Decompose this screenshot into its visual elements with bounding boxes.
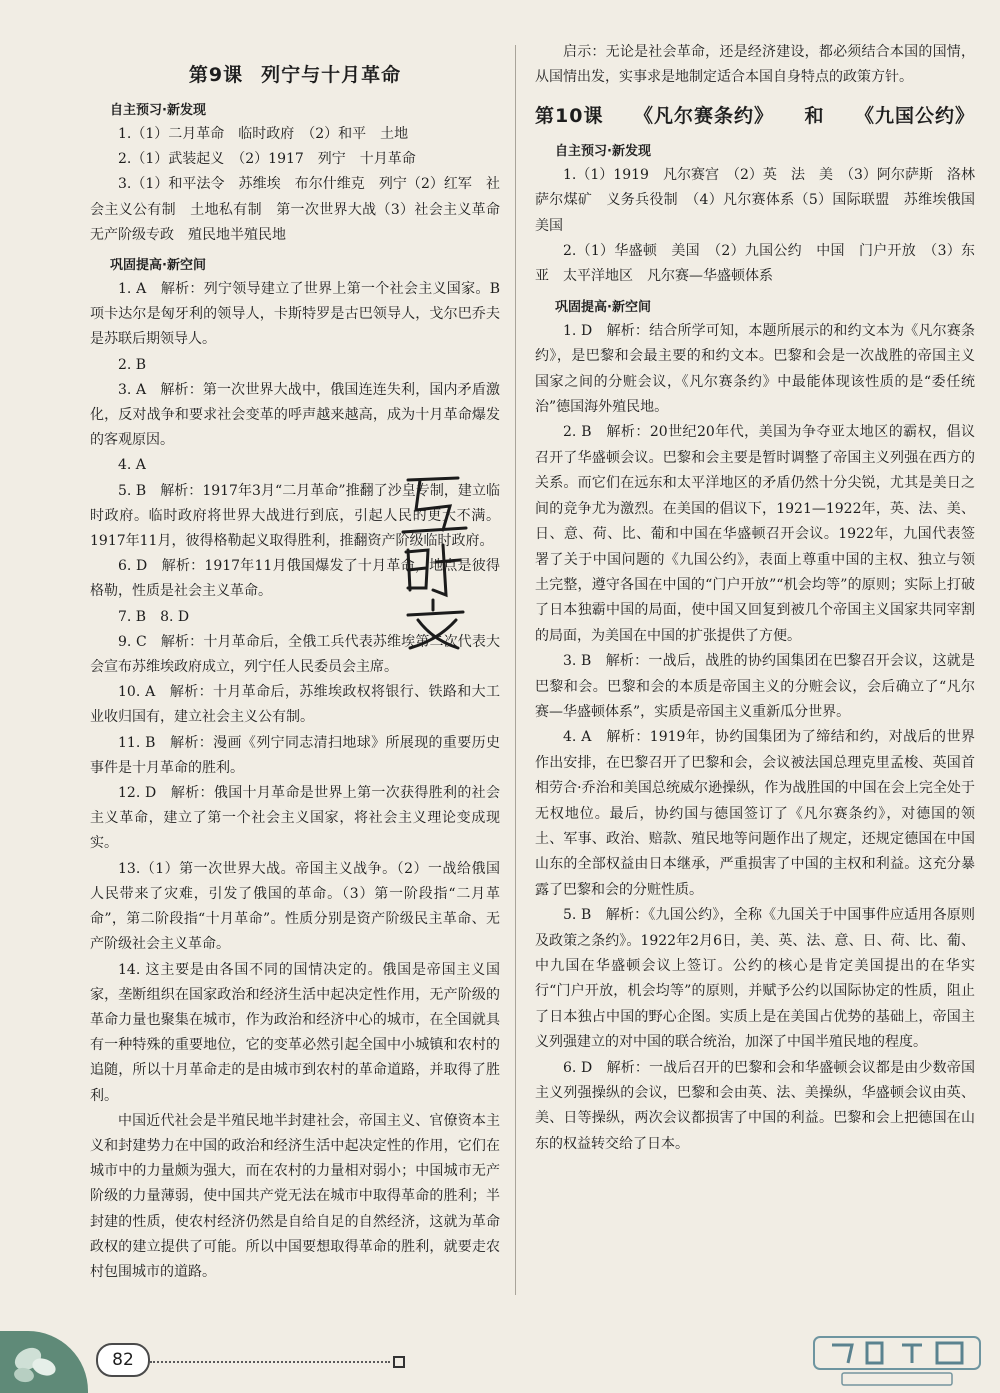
answer-line: 2.（1）华盛顿 美国 （2）九国公约 中国 门户开放 （3）东亚 太平洋地区 凡尔赛—华盛顿体系 (535, 243, 975, 285)
answer-line: 1.（1）1919 凡尔赛宫 （2）英 法 美 （3）阿尔萨斯 洛林 萨尔煤矿 义务兵役制 （4）凡尔赛体系（5）国际联盟 苏维埃俄国 美国 (535, 166, 989, 234)
answer-item: 3. A 解析：第一次世界大战中，俄国连连失利，国内矛盾激化，反对战争和要求社会变革的呼声越来越高，成为十月革命爆发的客观原因。 (90, 381, 500, 449)
answer-item: 启示：无论是社会革命，还是经济建设，都必须结合本国的国情，从国情出发，实事求是地制定适合本国自身特点的政策方针。 (535, 44, 975, 86)
section-heading: 巩固提高·新空间 (110, 258, 206, 274)
lesson-9-name: 列宁与十月革命 (261, 64, 402, 86)
answer-item: 5. B 解析：1917年3月“二月革命”推翻了沙皇专制，建立临时政府。临时政府将世界大战进行到底，引起人民的更大不满。1917年11月，彼得格勒起义取得胜利，推翻资产阶级临时政府。 (90, 482, 500, 550)
answer-item: 4. A (118, 457, 146, 474)
answer-item: 1. A 解析：列宁领导建立了世界上第一个社会主义国家。B项卡达尔是匈牙利的领导人，卡斯特罗是古巴领导人，戈尔巴乔夫是苏联后期领导人。 (90, 281, 500, 348)
answer-item: 1. D 解析：结合所学可知，本题所展示的和约文本为《凡尔赛条约》，是巴黎和会最主要的和约文本。巴黎和会是一次战胜的帝国主义国家之间的分赃会议，《凡尔赛条约》中最能体现该性质的是“委任统治”德国海外殖民地。 (535, 322, 975, 416)
answer-item: 6. D 解析：一战后召开的巴黎和会和华盛顿会议都是由少数帝国主义列强操纵的会议，巴黎和会由英、法、美操纵，华盛顿会议由英、美、日等操纵，两次会议都损害了中国的利益。巴黎和会上把德国在山东的权益转交给了日本。 (535, 1059, 975, 1152)
lesson-10-name-a: 《凡尔赛条约》 (633, 104, 774, 127)
answer-line: 1.（1）二月革命 临时政府 （2）和平 土地 (118, 126, 409, 142)
answer-line: 3.（1）和平法令 苏维埃 布尔什维克 列宁（2）红军 社会主义公有制 土地私有制 第一次世界大战（3）社会主义革命 无产阶级专政 殖民地半殖民地 (90, 176, 514, 243)
answer-item: 9. C 解析：十月革命后，全俄工兵代表苏维埃第二次代表大会宣布苏维埃政府成立，列宁任人民委员会主席。 (90, 633, 500, 676)
page-footer (0, 1323, 1000, 1393)
dotted-rule (150, 1361, 390, 1363)
lesson-10-number: 第10课 (535, 104, 604, 127)
answer-item: 12. D 解析：俄国十月革命是世界上第一次获得胜利的社会主义革命，建立了第一个社会主义国家，将社会主义理论变成现实。 (90, 785, 500, 852)
answer-item: 13.（1）第一次世界大战。帝国主义战争。（2）一战给俄国人民带来了灾难，引发了俄国的革命。（3）第一阶段指“二月革命”，第二阶段指“十月革命”。性质分别是资产阶级民主革命、无产阶级社会主义革命。 (90, 860, 500, 953)
leaf-icon (6, 1337, 66, 1387)
answer-item: 14. 这主要是由各国不同的国情决定的。俄国是帝国主义国家，垄断组织在国家政治和经济生活中起决定性作用，无产阶级的革命力量也聚集在城市，作为政治和经济中心的城市，在全国就具有一种特殊的重要地位，它的变革必然引起全国中小城镇和农村的追随，所以十月革命走的是由城市到农村的革命道路，并取得了胜利。 (90, 961, 500, 1104)
answer-item: 4. A 解析：1919年，协约国集团为了缔结和约，对战后的世界作出安排，在巴黎召开了巴黎和会，会议被法国总理克里孟梭、英国首相劳合·乔治和美国总统威尔逊操纵，作为战胜国的中国在会上完全处于无权地位。最后，协约国与德国签订了《凡尔赛条约》，对德国的领土、军事、政治、赔款、殖民地等问题作出了规定，还规定德国在中国山东的全部权益由日本继承，严重损害了中国的主权和利益。这充分暴露了巴黎和会的分赃性质。 (535, 729, 975, 898)
answer-item: 2. B 解析：20世纪20年代，美国为争夺亚太地区的霸权，倡议召开了华盛顿会议。巴黎和会主要是暂时调整了帝国主义列强在西方的关系。而它们在远东和太平洋地区的矛盾仍然十分尖锐，尤其是美日之间的竞争尤为激烈。在美国的倡议下，1921—1922年，英、法、美、日、意、荷、比、葡和中国在华盛顿召开会议。1922年，九国代表签署了关于中国问题的《九国公约》，表面上尊重中国的主权、独立与领土完整，遵守各国在中国的“门户开放”“机会均等”的原则；实际上打破了日本独霸中国的局面，使中国又回复到被几个帝国主义国家共同宰割的局面，为美国在中国的扩张提供了方便。 (535, 424, 975, 644)
lesson-9-number: 第9课 (188, 64, 244, 86)
lesson-10-name-b: 《九国公约》 (854, 104, 975, 127)
section-heading: 自主预习·新发现 (110, 103, 206, 118)
answer-item: 5. B 解析：《九国公约》，全称《九国关于中国事件应适用各原则及政策之条约》。1922年2月6日，美、英、法、意、日、荷、比、葡、中九国在华盛顿会议上签订。公约的核心是肯定美国提出的在华实行“门户开放，机会均等”的原则，并赋予公约以国际协定的性质，阻止了日本独占中国的野心企图。实质上是在美国占优势的基础上，帝国主义列强建立的对中国的联合统治，加深了中国半殖民地的程度。 (535, 907, 975, 1051)
handwriting-mark (388, 470, 478, 670)
answer-item: 6. D 解析：1917年11月俄国爆发了十月革命，地点是彼得格勒，性质是社会主义革命。 (90, 558, 500, 600)
answer-item: 11. B 解析：漫画《列宁同志清扫地球》所展现的重要历史事件是十月革命的胜利。 (90, 734, 500, 776)
answer-item: 3. B 解析：一战后，战胜的协约国集团在巴黎召开会议，这就是巴黎和会。巴黎和会的本质是帝国主义的分赃会议，会后确立了“凡尔赛—华盛顿体系”，实质是帝国主义重新瓜分世界。 (535, 653, 975, 720)
answer-item: 2. B (118, 356, 147, 373)
page-number: 82 (96, 1343, 150, 1377)
lesson-10-and: 和 (804, 104, 825, 127)
right-column (535, 40, 989, 1157)
answer-item: 10. A 解析：十月革命后，苏维埃政权将银行、铁路和大工业收归国有，建立社会主义公有制。 (90, 684, 500, 726)
answer-line: 2.（1）武装起义 （2）1917 列宁 十月革命 (118, 151, 416, 168)
column-divider (515, 45, 516, 1295)
lesson-10-title (535, 101, 975, 128)
answer-item: 7. B 8. D (118, 608, 190, 625)
leaf-decoration (0, 1331, 88, 1393)
section-heading: 自主预习·新发现 (555, 143, 651, 159)
answer-item: 中国近代社会是半殖民地半封建社会，帝国主义、官僚资本主义和封建势力在中国的政治和经济生活中起决定性的作用，它们在城市中的力量颇为强大，而在农村的力量相对弱小；中国城市无产阶级的力量薄弱，使中国共产党无法在城市中取得革命的胜利；半封建的性质，使农村经济仍然是自给自足的自然经济，这就为革命政权的建立提供了可能。所以中国要想取得革命的胜利，就要走农村包围城市的道路。 (90, 1112, 500, 1280)
watermark-logo (812, 1333, 982, 1389)
square-marker (393, 1356, 405, 1368)
section-heading: 巩固提高·新空间 (555, 299, 651, 315)
lesson-9-title (90, 60, 500, 87)
